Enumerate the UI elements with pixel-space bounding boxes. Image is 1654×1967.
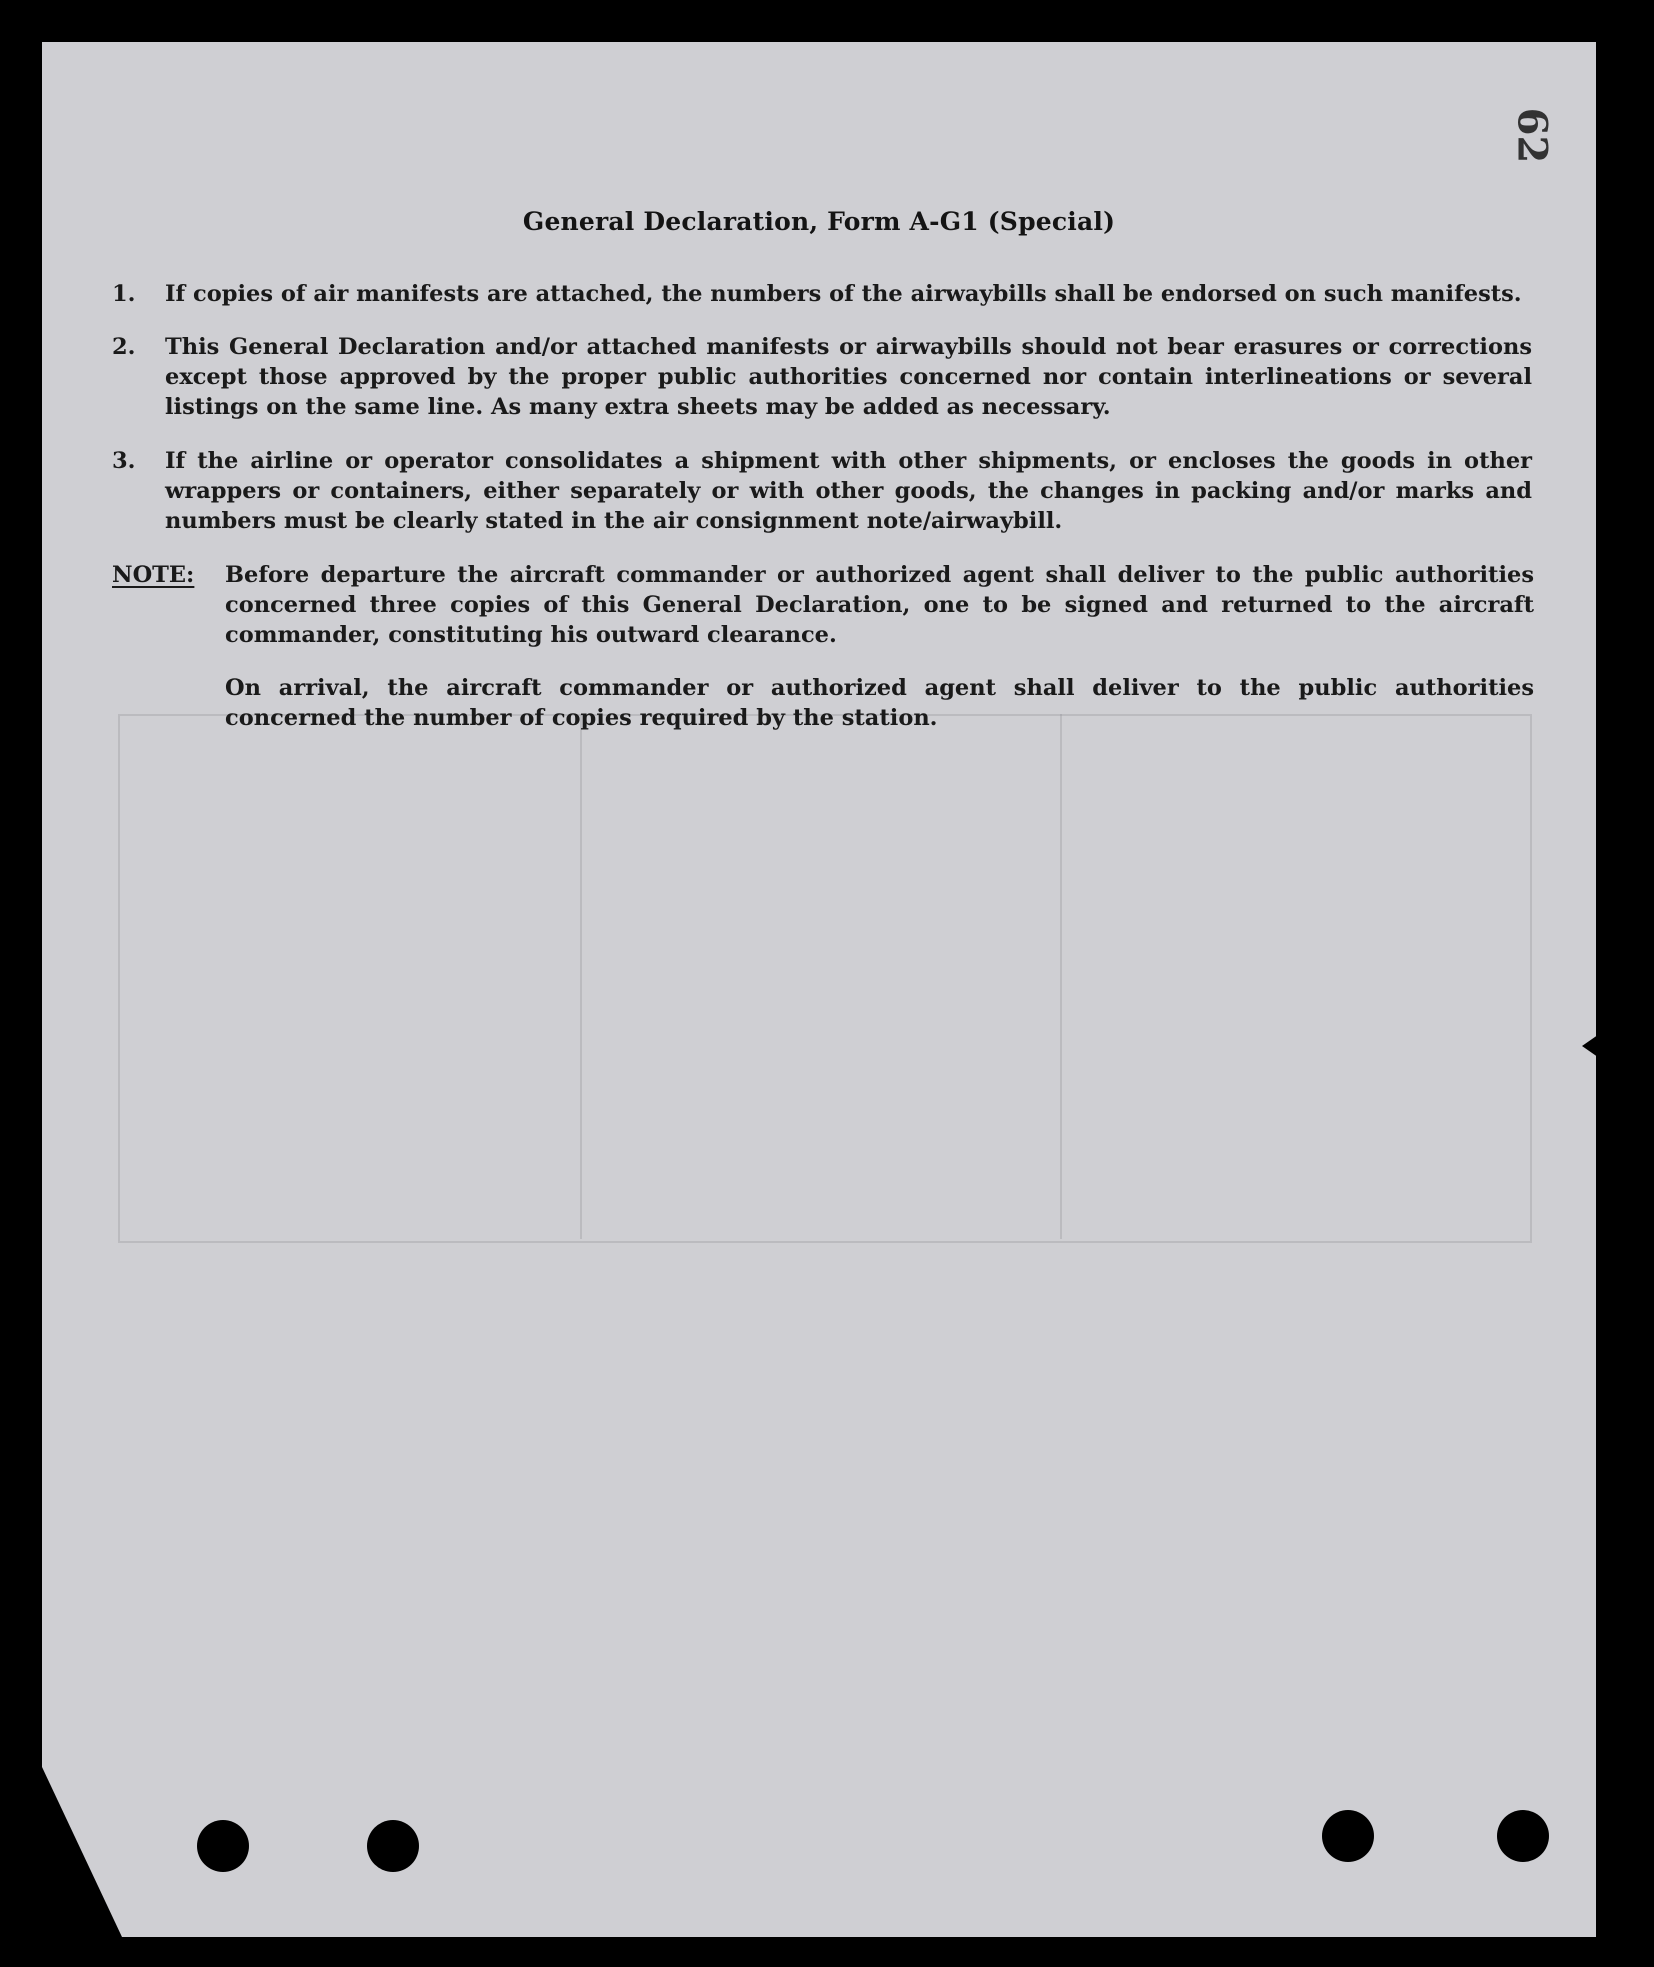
show-through-box (118, 714, 1532, 1243)
punch-hole (367, 1820, 419, 1872)
page-number: 62 (1508, 107, 1556, 164)
note-label: NOTE: (112, 562, 195, 588)
item-text: If the airline or operator consolidates a shipment with other shipments, or encloses the goods in other wrappers or containers, either separately or with other goods, the changes in packing and/or marks and numbers must be clearly stated in the air consignment note/airwaybill. (165, 448, 1532, 534)
document-title: General Declaration, Form A-G1 (Special) (522, 207, 1116, 236)
item-number: 3. (112, 448, 136, 474)
item-text: If copies of air manifests are attached, the numbers of the airwaybills shall be endorsed on such manifests. (165, 281, 1522, 307)
note-paragraph: Before departure the aircraft commander or authorized agent shall deliver to the public authorities concerned three copies of this General Declaration, one to be signed and returned to the aircraft commander, constituting his outward clearance. (225, 562, 1534, 648)
torn-corner (42, 1767, 122, 1937)
punch-hole (1322, 1810, 1374, 1862)
punch-hole (1497, 1810, 1549, 1862)
note-body (225, 560, 1534, 733)
instruction-item-3 (112, 446, 1532, 536)
item-number: 2. (112, 334, 136, 360)
document-page (42, 42, 1596, 1937)
item-text: This General Declaration and/or attached manifests or airwaybills should not bear erasures or corrections except those approved by the proper public authorities concerned nor contain interlineations or several listings on the same line. As many extra sheets may be added as necessary. (165, 334, 1532, 420)
punch-hole (197, 1820, 249, 1872)
show-through-divider (580, 714, 582, 1239)
note-paragraph: On arrival, the aircraft commander or authorized agent shall deliver to the public authorities concerned the number of copies required by the station. (225, 675, 1534, 731)
show-through-divider (1060, 714, 1062, 1239)
instruction-item-2 (112, 332, 1532, 422)
instruction-item-1 (112, 279, 1532, 309)
edge-notch (1582, 1032, 1596, 1060)
note-section (112, 560, 1534, 756)
item-number: 1. (112, 281, 136, 307)
